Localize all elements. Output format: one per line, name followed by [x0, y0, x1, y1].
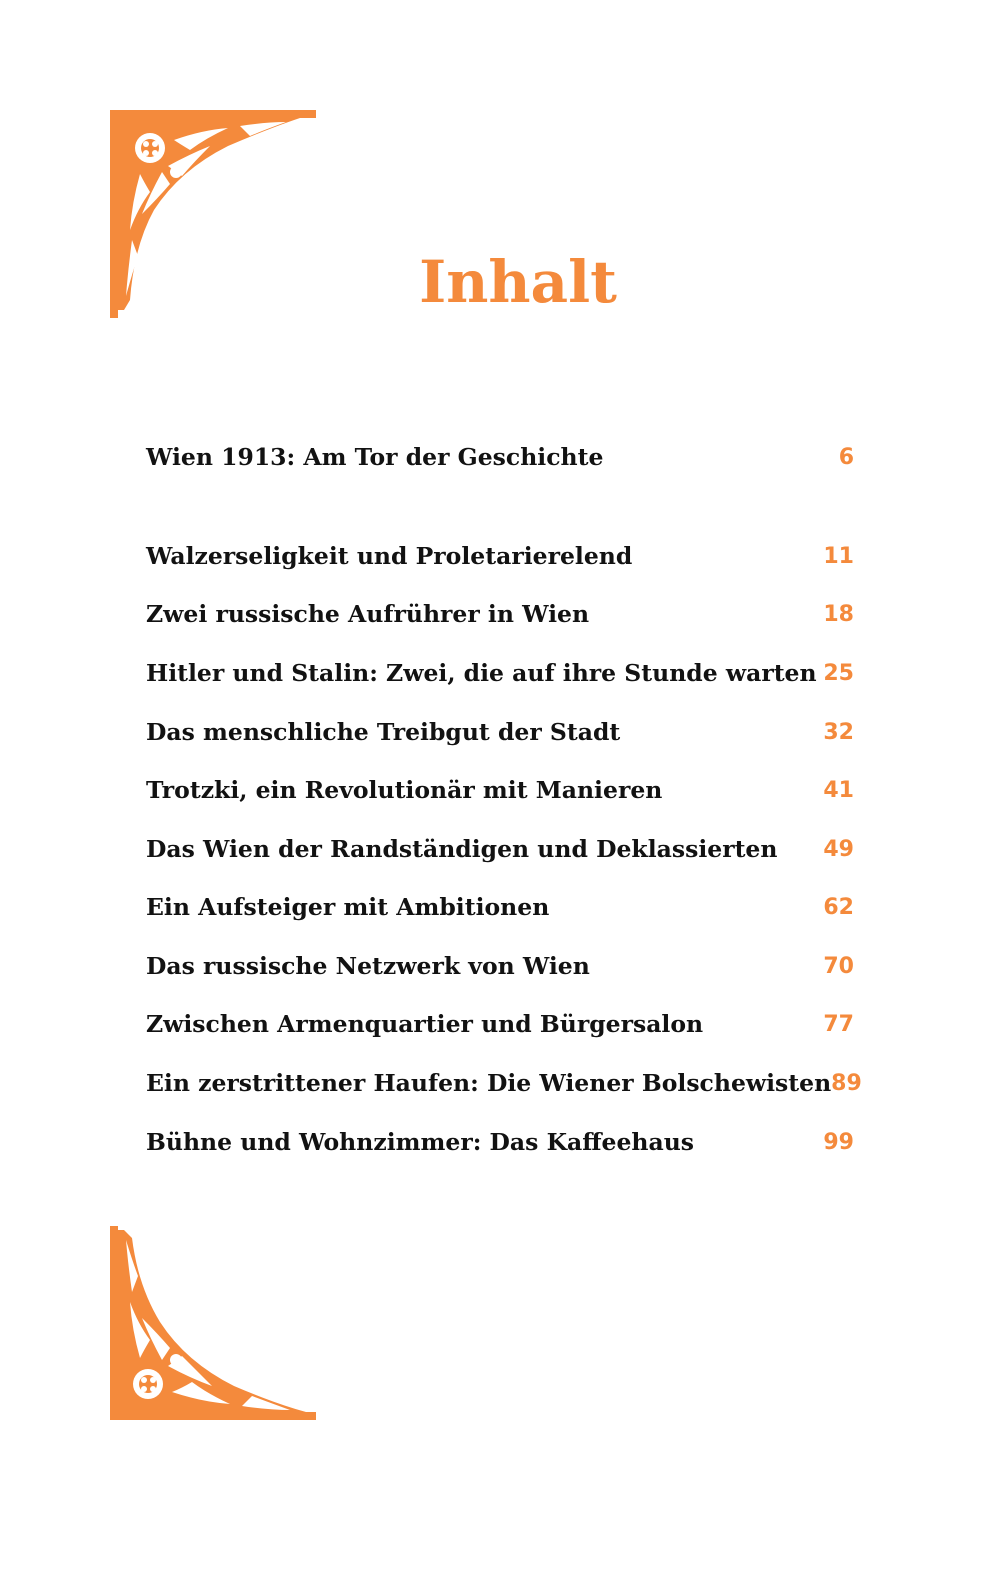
toc-entry-title: Wien 1913: Am Tor der Geschichte	[146, 443, 604, 471]
toc-entry	[146, 653, 854, 693]
toc-entry-title: Hitler und Stalin: Zwei, die auf ihre Stunde warten	[146, 659, 817, 687]
toc-entry-title: Trotzki, ein Revolutionär mit Manieren	[146, 776, 663, 804]
toc-entry	[146, 1063, 862, 1103]
toc-entry-title: Ein zerstrittener Haufen: Die Wiener Bolschewisten	[146, 1069, 832, 1097]
toc-entry	[146, 712, 854, 752]
toc-entry-title: Das Wien der Randständigen und Deklassierten	[146, 835, 778, 863]
page-title: Inhalt	[419, 248, 617, 316]
toc-entry-page: 70	[823, 953, 854, 979]
toc-entry	[146, 887, 854, 927]
toc-entry-title: Das menschliche Treibgut der Stadt	[146, 718, 621, 746]
toc-entry-page: 62	[823, 894, 854, 920]
toc-entry-title: Bühne und Wohnzimmer: Das Kaffeehaus	[146, 1128, 695, 1156]
toc-entry-page: 99	[823, 1129, 854, 1155]
toc-entry	[146, 770, 854, 810]
corner-ornament-bottom	[110, 1226, 316, 1420]
toc-entry-page: 6	[838, 444, 854, 470]
toc-entry-title: Walzerseligkeit und Proletarierelend	[146, 542, 633, 570]
toc-entry	[146, 829, 854, 869]
toc-entry-page: 11	[823, 543, 854, 569]
toc-entry-title: Das russische Netzwerk von Wien	[146, 952, 590, 980]
toc-entry	[146, 594, 854, 634]
toc-entry-title: Ein Aufsteiger mit Ambitionen	[146, 893, 550, 921]
toc-entry-page: 18	[823, 601, 854, 627]
toc-entry-page: 89	[831, 1070, 862, 1096]
toc-entry-title: Zwei russische Aufrührer in Wien	[146, 600, 590, 628]
toc-entry	[146, 1004, 854, 1044]
floral-corner-ornament-icon	[110, 1226, 316, 1420]
toc-entry-page: 32	[823, 719, 854, 745]
toc-entry-page: 49	[823, 836, 854, 862]
toc-entry	[146, 536, 854, 576]
toc-entry	[146, 437, 854, 477]
toc-entry-title: Zwischen Armenquartier und Bürgersalon	[146, 1010, 704, 1038]
toc-entry-page: 25	[823, 660, 854, 686]
toc-entry	[146, 1122, 854, 1162]
toc-entry	[146, 946, 854, 986]
toc-entry-page: 41	[823, 777, 854, 803]
toc-entry-page: 77	[823, 1011, 854, 1037]
